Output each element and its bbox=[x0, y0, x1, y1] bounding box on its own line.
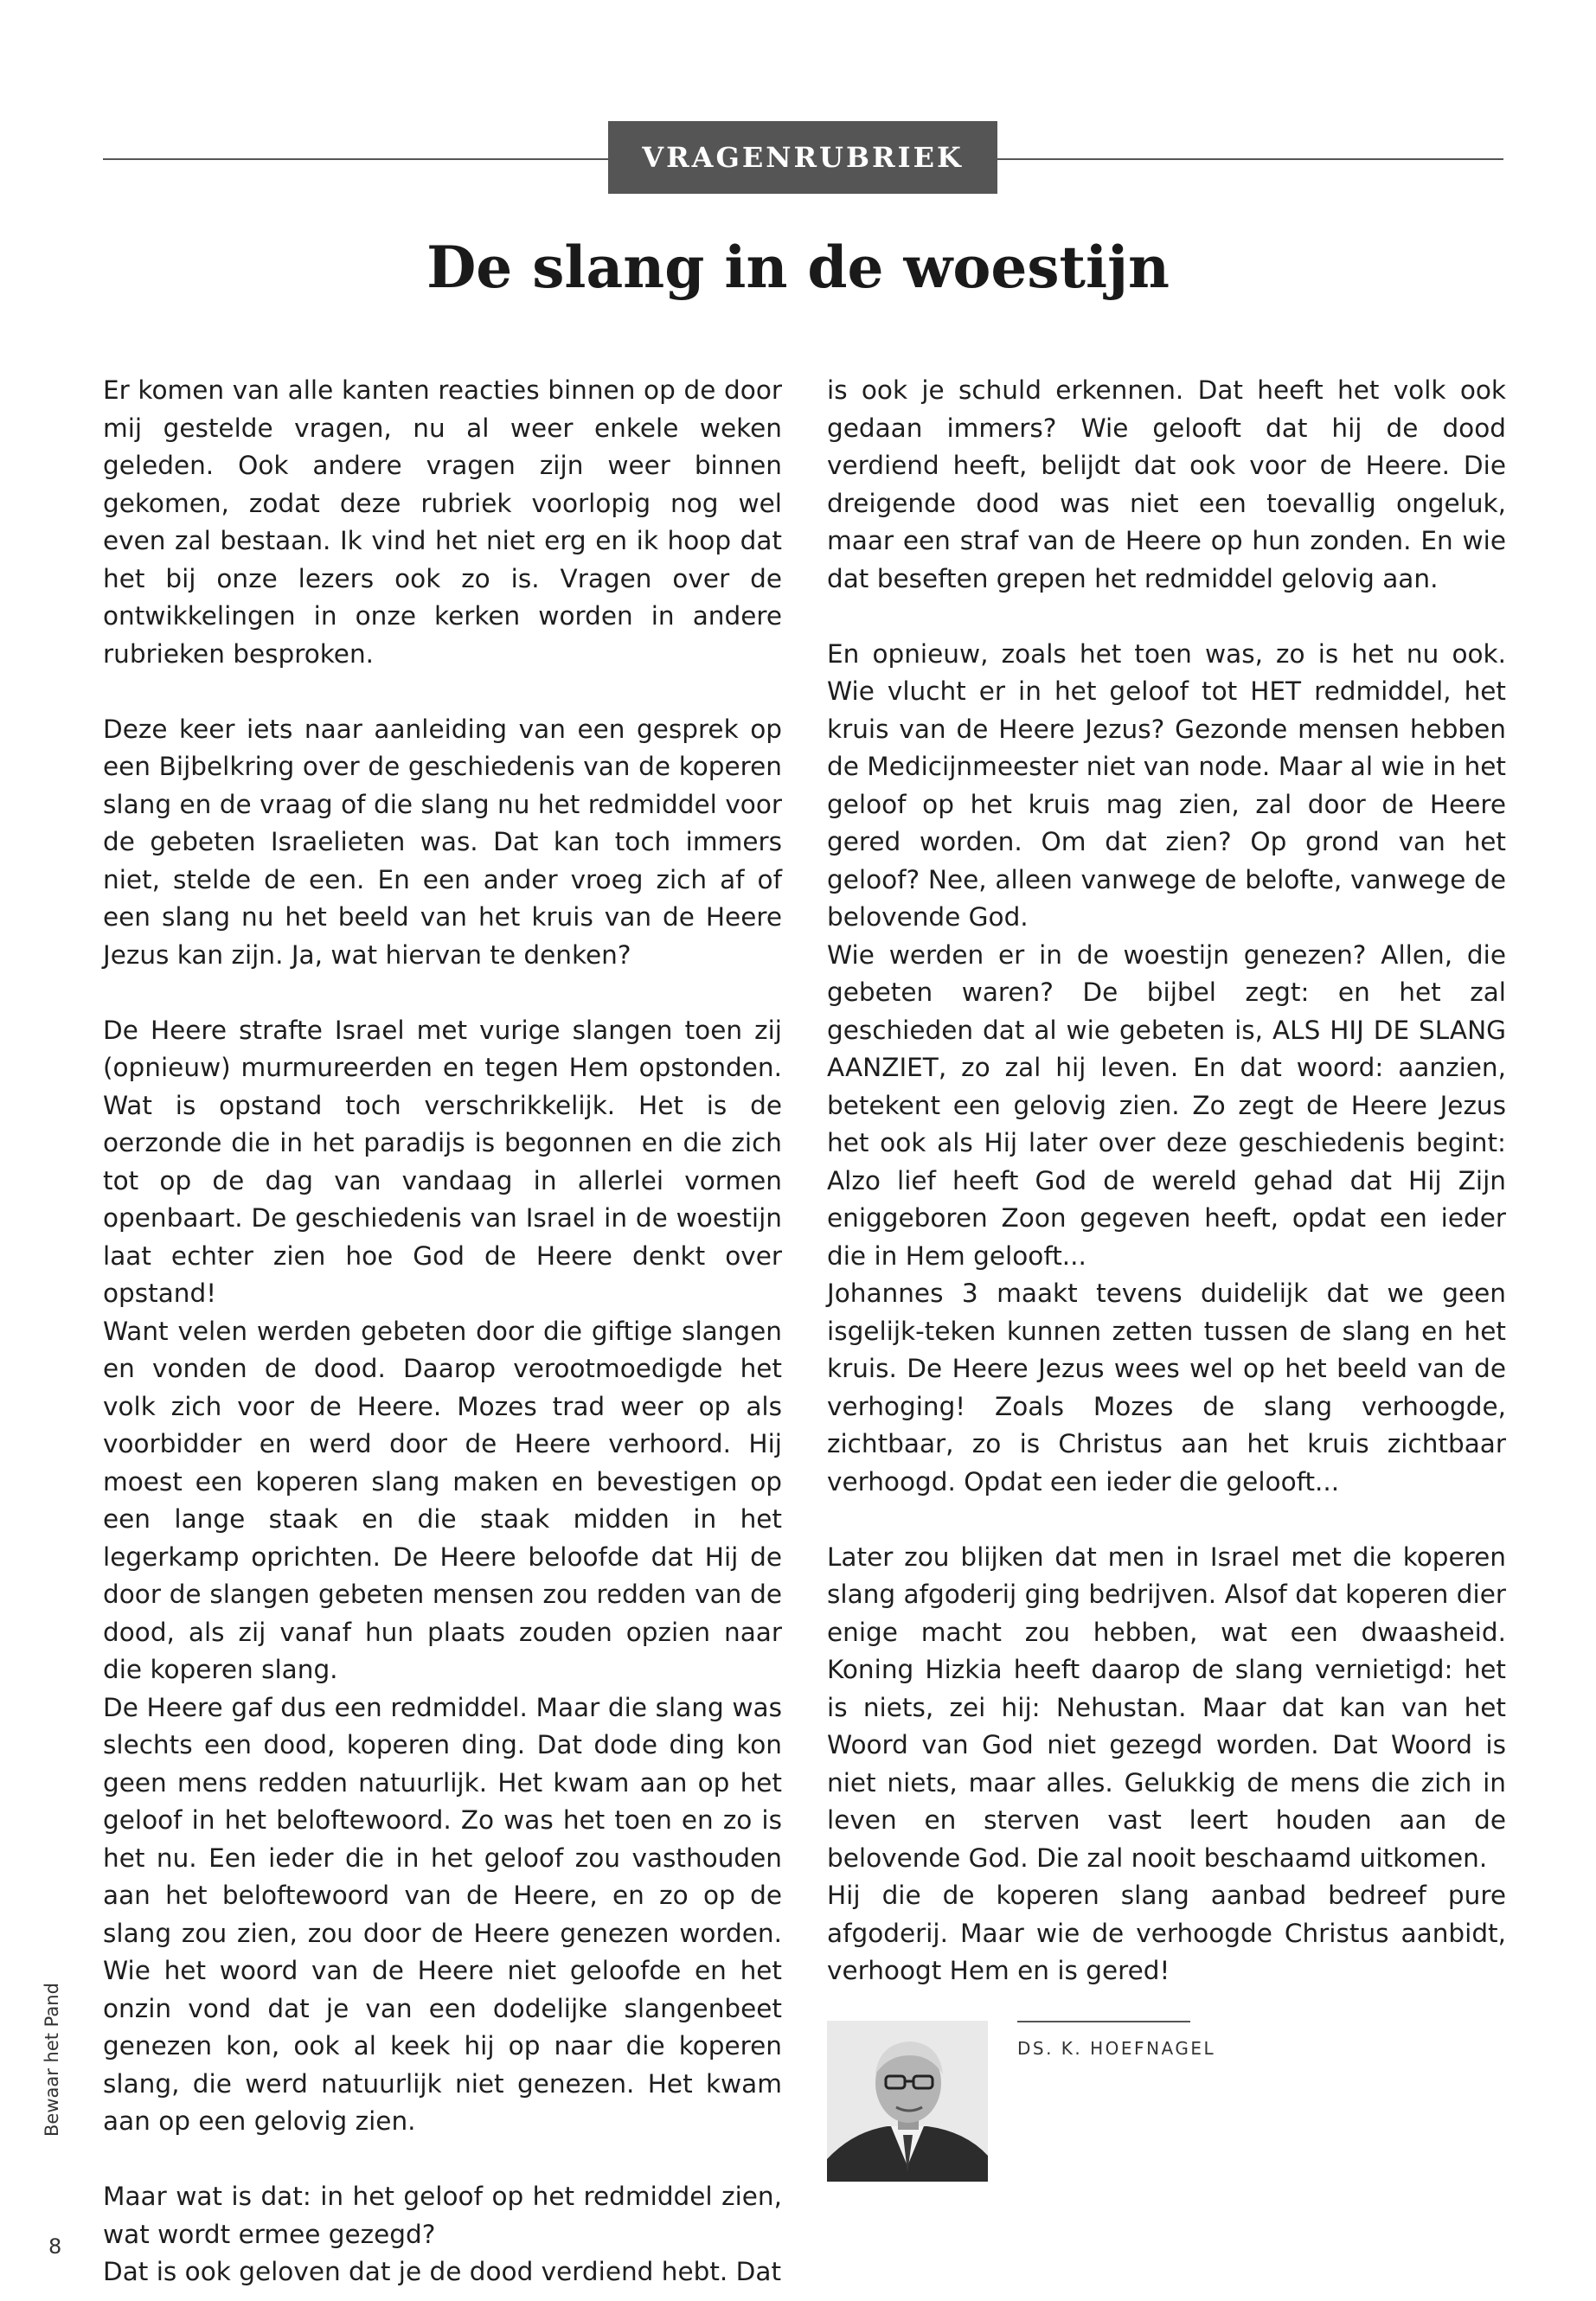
paragraph: is ook je schuld erkennen. Dat heeft het volk ook gedaan immers? Wie gelooft dat hij de dood verdiend heeft, belijdt dat ook voor de Heere. Die dreigende dood was niet een toevallig ongeluk, maar een straf van de Heere op hun zonden. En wie dat beseften grepen het redmiddel gelovig aan. bbox=[827, 375, 1506, 593]
author-rule bbox=[1017, 2021, 1190, 2022]
article-column-left bbox=[103, 372, 782, 2291]
paragraph: Deze keer iets naar aanleiding van een gesprek op een Bijbelkring over de geschiedenis van de koperen slang en de vraag of die slang nu het redmiddel voor de gebeten Israelieten was. Dat kan toch immers niet, stelde de een. En een ander vroeg zich af of een slang nu het beeld van het kruis van de Heere Jezus kan zijn. Ja, wat hiervan te denken? bbox=[103, 714, 782, 970]
page-number: 8 bbox=[48, 2234, 62, 2259]
paragraph: Dat is ook geloven dat je de dood verdiend hebt. Dat bbox=[103, 2257, 782, 2286]
paragraph: Wie werden er in de woestijn genezen? Allen, die gebeten waren? De bijbel zegt: en het zal geschieden dat al wie gebeten is, ALS HIJ DE SLANG AANZIET, zo zal hij leven. En dat woord: aanzien, betekent een gelovig zien. Zo zegt de Heere Jezus het ook als Hij later over deze geschiedenis begint: Alzo lief heeft God de wereld gehad dat Hij Zijn eniggeboren Zoon gegeven heeft, opdat een ieder die in Hem gelooft... bbox=[827, 939, 1506, 1271]
paragraph: Hij die de koperen slang aanbad bedreef pure afgoderij. Maar wie de verhoogde Christus aanbidt, verhoogt Hem en is gered! bbox=[827, 1881, 1506, 1985]
section-label: VRAGENRUBRIEK bbox=[608, 121, 997, 194]
article-title: De slang in de woestijn bbox=[426, 234, 1170, 301]
paragraph: De Heere gaf dus een redmiddel. Maar die slang was slechts een dood, koperen ding. Dat dode ding kon geen mens redden natuurlijk. Het kwam aan op het geloof in het beloftewoord. Zo was het toen en zo is het nu. Een ieder die in het geloof zou vasthouden aan het beloftewoord van de Heere, en zo op de slang zou zien, zou door de Heere genezen worden. Wie het woord van de Heere niet geloofde en het onzin vond dat je van een dodelijke slangenbeet genezen kon, ook al keek hij op naar die koperen slang, die werd natuurlijk niet genezen. Het kwam aan op een gelovig zien. bbox=[103, 1692, 782, 2136]
paragraph: Want velen werden gebeten door die giftige slangen en vonden de dood. Daarop verootmoedigde het volk zich voor de Heere. Mozes trad weer op als voorbidder en werd door de Heere verhoord. Hij moest een koperen slang maken en bevestigen op een lange staak en die staak midden in het legerkamp oprichten. De Heere beloofde dat Hij de door de slangen gebeten mensen zou redden van de dood, als zij vanaf hun plaats zouden opzien naar die koperen slang. bbox=[103, 1316, 782, 1684]
paragraph: En opnieuw, zoals het toen was, zo is het nu ook. Wie vlucht er in het geloof tot HET redmiddel, het kruis van de Heere Jezus? Gezonde mensen hebben de Medicijnmeester niet van node. Maar al wie in het geloof op het kruis mag zien, zal door de Heere gered worden. Om dat zien? Op grond van het geloof? Nee, alleen vanwege de belofte, vanwege de belovende God. bbox=[827, 638, 1506, 932]
article-column-right bbox=[827, 372, 1506, 1990]
paragraph: Later zou blijken dat men in Israel met die koperen slang afgoderij ging bedrijven. Alsof dat koperen dier enige macht zou hebben, wat een dwaasheid. Koning Hizkia heeft daarop de slang vernietigd: het is niets, zei hij: Nehustan. Maar dat kan van het Woord van God niet gezegd worden. Dat Woord is niet niets, maar alles. Gelukkig de mens die zich in leven en sterven vast leert houden aan de belovende God. Die zal nooit beschaamd uitkomen. bbox=[827, 1541, 1506, 1873]
paragraph: De Heere strafte Israel met vurige slangen toen zij (opnieuw) murmureerden en tegen Hem opstonden. Wat is opstand toch verschrikkelijk. Het is de oerzonde die in het paradijs is begonnen en die zich tot op de dag van vandaag in allerlei vormen openbaart. De geschiedenis van Israel in de woestijn laat echter zien hoe God de Heere denkt over opstand! bbox=[103, 1015, 782, 1308]
author-block bbox=[827, 2021, 1510, 2185]
paragraph: Maar wat is dat: in het geloof op het redmiddel zien, wat wordt ermee gezegd? bbox=[103, 2182, 782, 2249]
paragraph: Johannes 3 maakt tevens duidelijk dat we geen isgelijk-teken kunnen zetten tussen de slang en het kruis. De Heere Jezus wees wel op het beeld van de verhoging! Zoals Mozes de slang verhoogde, zichtbaar, zo is Christus aan het kruis zichtbaar verhoogd. Opdat een ieder die gelooft... bbox=[827, 1279, 1506, 1497]
publication-side-label: Bewaar het Pand bbox=[42, 1983, 62, 2137]
paragraph: Er komen van alle kanten reacties binnen op de door mij gestelde vragen, nu al weer enkele weken geleden. Ook andere vragen zijn weer binnen gekomen, zodat deze rubriek voorlopig nog wel even zal bestaan. Ik vind het niet erg en ik hoop dat het bij onze lezers ook zo is. Vragen over de ontwikkelingen in onze kerken worden in andere rubrieken besproken. bbox=[103, 375, 782, 669]
author-portrait bbox=[827, 2021, 988, 2182]
author-name: DS. K. HOEFNAGEL bbox=[1017, 2038, 1216, 2059]
